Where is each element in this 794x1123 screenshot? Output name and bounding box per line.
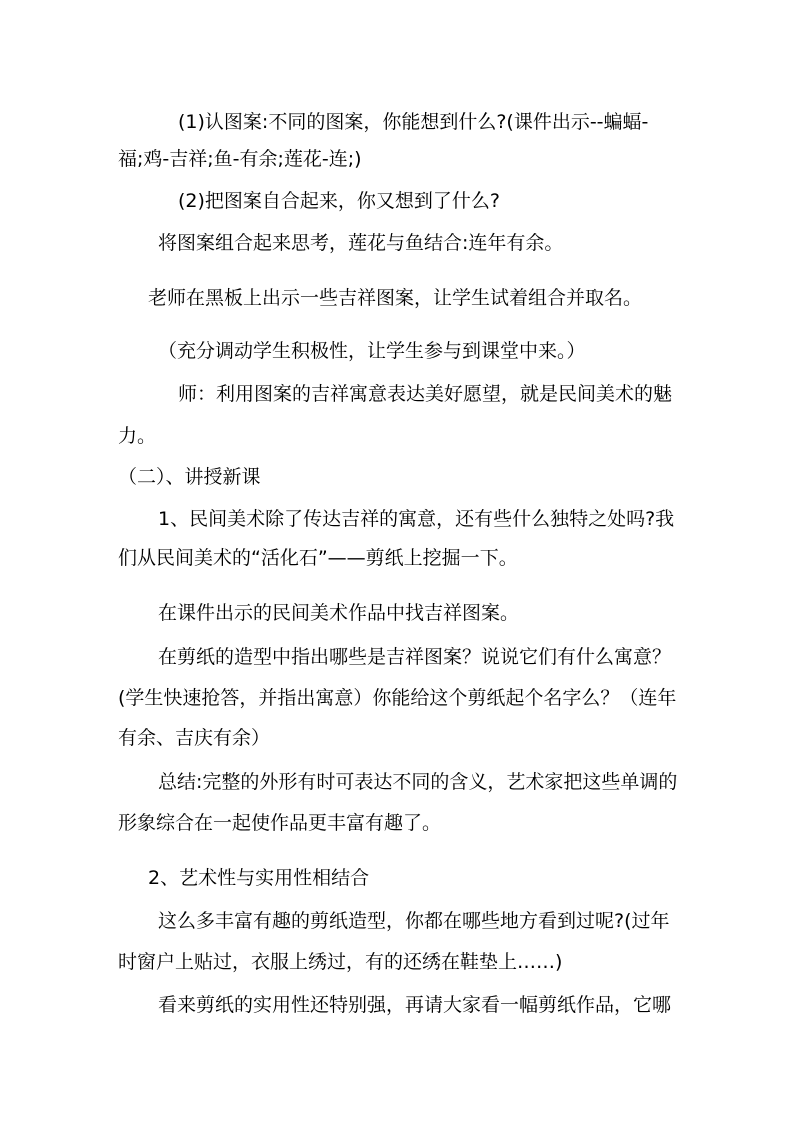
paragraph-line: （充分调动学生积极性，让学生参与到课堂中来。） [158, 340, 586, 362]
paragraph-line: 看来剪纸的实用性还特别强，再请大家看一幅剪纸作品，它哪 [158, 994, 672, 1016]
paragraph-line: 老师在黑板上出示一些吉祥图案，让学生试着组合并取名。 [148, 287, 643, 309]
paragraph-line: 将图案组合起来思考，莲花与鱼结合:连年有余。 [158, 232, 564, 254]
paragraph-line: 时窗户上贴过，衣服上绣过，有的还绣在鞋垫上……) [118, 951, 563, 973]
paragraph-line: 形象综合在一起使作品更丰富有趣了。 [118, 812, 442, 834]
paragraph-line: 力。 [118, 425, 157, 447]
section-heading: （二）、讲授新课 [118, 466, 261, 488]
paragraph-line: (2)把图案自合起来，你又想到了什么? [178, 190, 500, 212]
paragraph-line: 1、民间美术除了传达吉祥的寓意，还有些什么独特之处吗?我 [158, 508, 675, 530]
section-heading: 2、艺术性与实用性相结合 [148, 867, 370, 889]
paragraph-line: (学生快速抢答，并指出寓意）你能给这个剪纸起个名字么？（连年 [118, 687, 677, 709]
paragraph-line: (1)认图案:不同的图案，你能想到什么?(课件出示--蝙蝠- [178, 111, 649, 133]
paragraph-line: 在剪纸的造型中指出哪些是吉祥图案？说说它们有什么寓意？ [158, 646, 672, 668]
paragraph-line: 师：利用图案的吉祥寓意表达美好愿望，就是民间美术的魅 [178, 383, 673, 405]
paragraph-line: 总结:完整的外形有时可表达不同的含义，艺术家把这些单调的 [158, 771, 678, 793]
paragraph-line: 这么多丰富有趣的剪纸造型，你都在哪些地方看到过呢?(过年 [158, 910, 670, 932]
paragraph-line: 有余、吉庆有余） [118, 727, 271, 749]
paragraph-line: 们从民间美术的“活化石”——剪纸上挖掘一下。 [118, 547, 518, 569]
paragraph-line: 福;鸡-吉祥;鱼-有余;莲花-连;) [118, 148, 362, 170]
paragraph-line: 在课件出示的民间美术作品中找吉祥图案。 [158, 602, 520, 624]
